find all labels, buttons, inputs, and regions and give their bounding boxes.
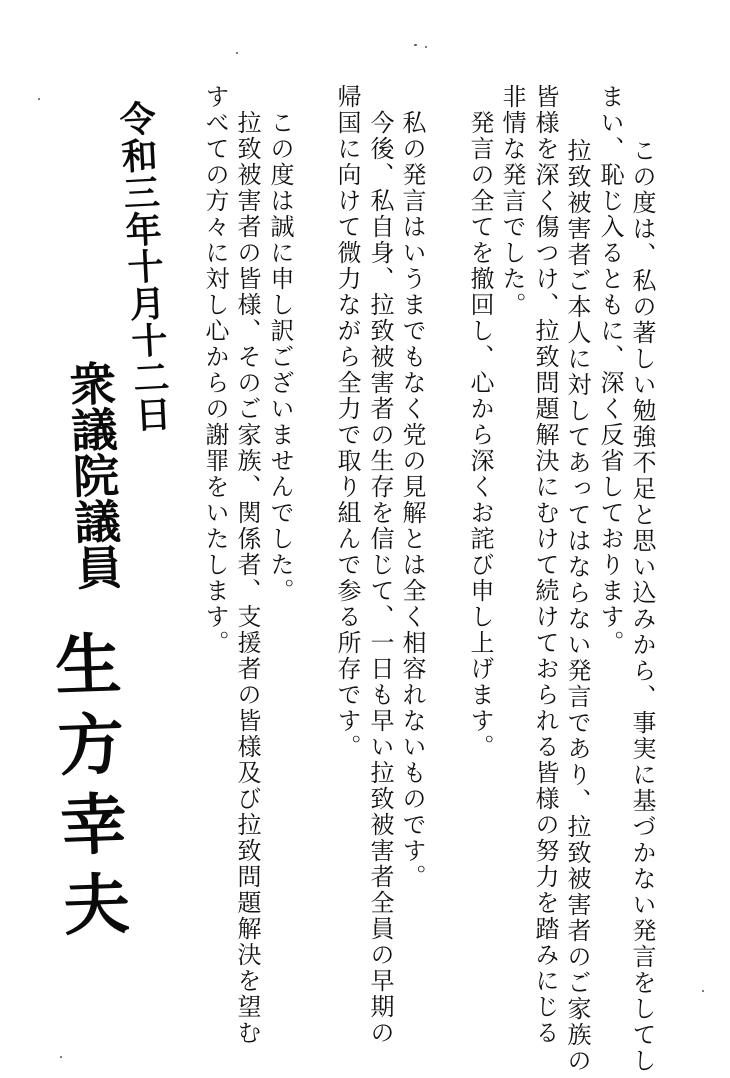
statement-column-5: 非情な発言でした。 [498, 84, 526, 318]
statement-column-4: 皆様を深く傷つけ、拉致問題解決にむけて続けておられる皆様の努力を踏みにじる [531, 84, 559, 1046]
statement-column-11: 拉致被害者の皆様、そのご家族、関係者、支援者の皆様及び拉致問題解決を望む [233, 84, 261, 1046]
statement-column-1: この度は、私の著しい勉強不足と思い込みから、事実に基づかない発言をしてし [628, 112, 656, 1074]
signature-name: 生方幸夫 [42, 628, 132, 952]
statement-column-2: まい、恥じ入るともに、深く反省しております。 [596, 84, 624, 656]
scan-speck [702, 990, 704, 992]
statement-column-9: 帰国に向けて微力ながら全力で取り組んで参る所存です。 [333, 84, 361, 760]
scan-speck [425, 46, 427, 48]
statement-column-12: すべての方々に対し心からの謝罪をいたします。 [201, 84, 229, 656]
signature-title: 衆議院議員 [62, 359, 124, 591]
statement-column-8: 今後、私自身、拉致被害者の生存を信じて、一日も早い拉致被害者全員の早期の [366, 84, 394, 1046]
statement-column-7: 私の発言はいうまでもなく党の見解とは全く相容れないものです。 [398, 84, 426, 890]
statement-column-3: 拉致被害者ご本人に対してあってはならない発言であり、拉致被害者のご家族の [563, 112, 591, 1074]
scan-speck [236, 52, 238, 54]
statement-column-6: 発言の全てを撤回し、心から深くお詫び申し上げます。 [466, 84, 494, 760]
scan-speck [414, 44, 417, 46]
scan-speck [60, 1056, 62, 1058]
signature-date: 令和三年十月十二日 [113, 99, 173, 434]
statement-column-10: この度は誠に申し訳ございませんでした。 [266, 84, 294, 604]
scan-speck [38, 98, 40, 100]
